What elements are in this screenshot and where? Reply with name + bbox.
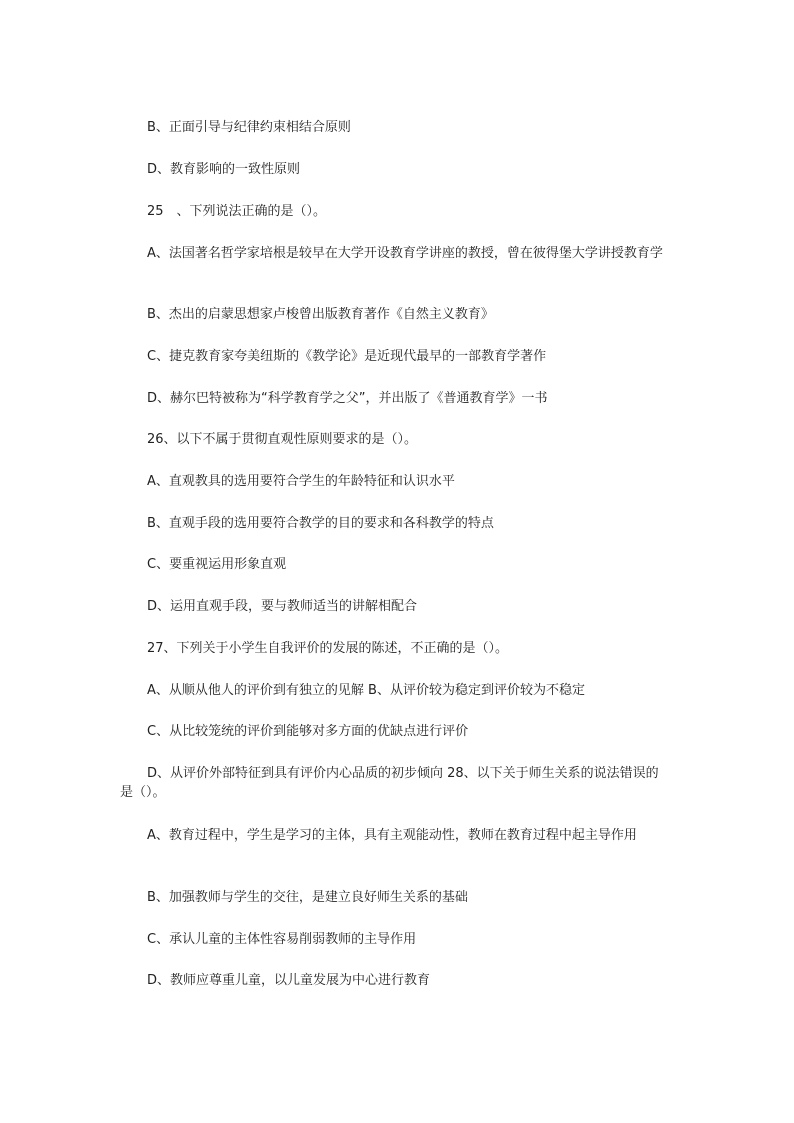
- question-26: 26、以下不属于贯彻直观性原则要求的是（）。: [147, 432, 418, 447]
- question-28-option-c: C、承认儿童的主体性容易削弱教师的主导作用: [147, 932, 417, 947]
- question-27: 27、下列关于小学生自我评价的发展的陈述，不正确的是（）。: [147, 641, 509, 656]
- question-25: 25 、下列说法正确的是（）。: [147, 204, 327, 219]
- option-d-principle: D、教育影响的一致性原则: [147, 162, 301, 177]
- question-27-option-d-question-28: D、从评价外部特征到具有评价内心品质的初步倾向 28、以下关于师生关系的说法错误的是（）。: [120, 766, 659, 800]
- question-28-option-a: A、教育过程中，学生是学习的主体，具有主观能动性，教师在教育过程中起主导作用: [147, 828, 637, 843]
- question-27-options-a-b: A、从顺从他人的评价到有独立的见解 B、从评价较为稳定到评价较为不稳定: [147, 683, 585, 698]
- question-25-option-a: A、法国著名哲学家培根是较早在大学开设教育学讲座的教授，曾在彼得堡大学讲授教育学: [147, 246, 663, 261]
- question-27-option-c: C、从比较笼统的评价到能够对多方面的优缺点进行评价: [147, 724, 469, 739]
- question-26-option-a: A、直观教具的选用要符合学生的年龄特征和认识水平: [147, 474, 455, 489]
- question-28-option-d: D、教师应尊重儿童，以儿童发展为中心进行教育: [147, 973, 431, 988]
- question-25-option-d: D、赫尔巴特被称为“科学教育学之父”，并出版了《普通教育学》一书: [147, 391, 548, 406]
- question-28-option-b: B、加强教师与学生的交往，是建立良好师生关系的基础: [147, 890, 468, 905]
- option-b-principle: B、正面引导与纪律约束相结合原则: [147, 120, 351, 135]
- question-25-option-c: C、捷克教育家夸美纽斯的《教学论》是近现代最早的一部教育学著作: [147, 349, 547, 364]
- question-26-option-c: C、要重视运用形象直观: [147, 557, 287, 572]
- question-25-option-b: B、杰出的启蒙思想家卢梭曾出版教育著作《自然主义教育》: [147, 307, 494, 322]
- question-26-option-b: B、直观手段的选用要符合教学的目的要求和各科教学的特点: [147, 516, 494, 531]
- question-26-option-d: D、运用直观手段，要与教师适当的讲解相配合: [147, 599, 418, 614]
